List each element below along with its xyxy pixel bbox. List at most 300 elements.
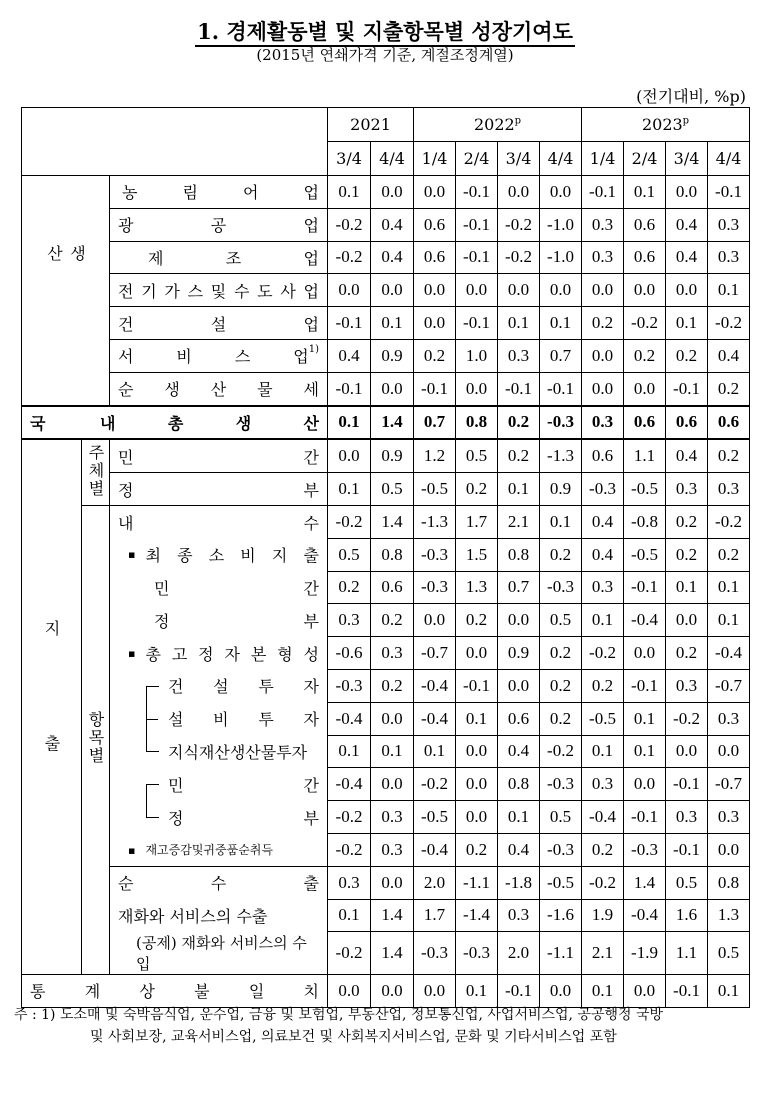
table-row xyxy=(22,866,750,899)
label-char: 생 xyxy=(235,413,252,433)
value-cell: 0.0 xyxy=(498,176,540,209)
value-cell: 1.4 xyxy=(371,899,414,932)
value-cell: 0.6 xyxy=(414,241,456,274)
value-cell: -0.2 xyxy=(498,208,540,241)
value-cell: -0.4 xyxy=(582,801,624,834)
value-cell: -0.4 xyxy=(328,768,371,801)
page-title: 1. 경제활동별 및 지출항목별 성장기여도 xyxy=(0,16,770,46)
table-row xyxy=(22,768,750,801)
value-cell: 1.4 xyxy=(371,406,414,440)
header-quarter: 1/4 xyxy=(582,142,624,176)
label-char: 투 xyxy=(258,677,274,697)
value-cell: 0.3 xyxy=(328,866,371,899)
value-cell: 0.0 xyxy=(624,372,666,405)
label-char: 본 xyxy=(250,644,267,664)
row-label-cell xyxy=(110,339,328,372)
value-cell: 0.4 xyxy=(371,208,414,241)
value-cell: -0.1 xyxy=(666,768,708,801)
value-cell: 0.3 xyxy=(666,473,708,506)
row-label-wrap xyxy=(118,279,319,302)
value-cell: -0.5 xyxy=(414,473,456,506)
value-cell: 0.1 xyxy=(666,307,708,340)
label-char: 제 xyxy=(148,248,164,268)
label-char: 계 xyxy=(84,982,101,1002)
value-cell: -0.1 xyxy=(666,833,708,866)
value-cell: 0.2 xyxy=(540,538,582,571)
label-char: 종 xyxy=(177,546,193,566)
value-cell: 0.6 xyxy=(624,406,666,440)
value-cell: 0.0 xyxy=(328,439,371,472)
label-char: 업 xyxy=(303,281,319,301)
value-cell: 0.2 xyxy=(666,637,708,670)
value-cell: -0.3 xyxy=(328,669,371,702)
value-cell: 0.0 xyxy=(456,274,498,307)
value-cell: 0.2 xyxy=(624,339,666,372)
label-char: 스 xyxy=(234,347,251,367)
row-label-cell xyxy=(22,974,328,1007)
value-cell: 0.0 xyxy=(666,274,708,307)
row-label-cell xyxy=(110,571,328,604)
label-char: 최 xyxy=(145,546,161,566)
value-cell: 0.0 xyxy=(708,833,750,866)
value-cell: 0.0 xyxy=(498,604,540,637)
row-label-cell xyxy=(110,538,328,571)
value-cell: -0.4 xyxy=(708,637,750,670)
value-cell: 0.1 xyxy=(328,899,371,932)
value-cell: -1.6 xyxy=(540,899,582,932)
value-cell: -0.4 xyxy=(414,833,456,866)
gdp-label-wrap xyxy=(30,411,319,434)
row-label-cell xyxy=(110,735,328,768)
row-label: (공제) 재화와 서비스의 수입 xyxy=(136,933,307,973)
value-cell: 0.9 xyxy=(371,439,414,472)
table-row xyxy=(22,208,750,241)
label-char: 수 xyxy=(233,281,250,301)
value-cell: 0.1 xyxy=(328,176,371,209)
value-cell: 0.1 xyxy=(328,406,371,440)
value-cell: 0.4 xyxy=(498,735,540,768)
row-label-cell xyxy=(110,307,328,340)
value-cell: 0.2 xyxy=(456,473,498,506)
value-cell: -0.4 xyxy=(328,702,371,735)
value-cell: -0.5 xyxy=(414,801,456,834)
value-cell: 0.1 xyxy=(582,735,624,768)
value-cell: 0.3 xyxy=(371,637,414,670)
label-char: 전 xyxy=(118,281,134,301)
value-cell: -0.2 xyxy=(328,932,371,975)
value-cell: -0.1 xyxy=(456,176,498,209)
value-cell: 0.9 xyxy=(498,637,540,670)
value-cell: -1.8 xyxy=(498,866,540,899)
label-char: 어 xyxy=(243,183,259,203)
value-cell: 0.1 xyxy=(582,604,624,637)
value-cell: 0.0 xyxy=(498,669,540,702)
header-quarter: 3/4 xyxy=(666,142,708,176)
value-cell: 0.0 xyxy=(456,735,498,768)
group-by-item xyxy=(82,505,110,974)
value-cell: 0.3 xyxy=(708,208,750,241)
label-char: 광 xyxy=(118,216,134,236)
row-label xyxy=(118,871,319,894)
label-char: 치 xyxy=(303,982,319,1002)
value-cell: 0.2 xyxy=(708,372,750,405)
label-char: 조 xyxy=(225,248,242,268)
header-quarter: 4/4 xyxy=(371,142,414,176)
table-row xyxy=(22,604,750,637)
row-label-wrap xyxy=(118,642,319,665)
label-char: 지 xyxy=(271,546,288,566)
row-label-wrap xyxy=(118,609,319,632)
group-label: 지 출 xyxy=(42,619,61,791)
row-label xyxy=(118,445,319,468)
value-cell: 1.6 xyxy=(666,899,708,932)
row-label xyxy=(148,246,319,269)
value-cell: 1.5 xyxy=(456,538,498,571)
value-cell: 0.5 xyxy=(371,473,414,506)
value-cell: -0.1 xyxy=(666,974,708,1007)
row-label-wrap xyxy=(118,478,319,501)
unit-label: (전기대비, %p) xyxy=(636,87,746,106)
value-cell: -0.1 xyxy=(456,208,498,241)
value-cell: 0.0 xyxy=(456,768,498,801)
table-row xyxy=(22,669,750,702)
value-cell: 0.4 xyxy=(708,339,750,372)
label-char: 업 xyxy=(303,183,320,203)
value-cell: -1.0 xyxy=(540,241,582,274)
tree-bracket xyxy=(146,702,159,735)
value-cell: -0.3 xyxy=(456,932,498,975)
value-cell: 0.0 xyxy=(328,274,371,307)
value-cell: -0.8 xyxy=(624,505,666,538)
table-row xyxy=(22,339,750,372)
value-cell: -1.1 xyxy=(540,932,582,975)
value-cell: 0.0 xyxy=(371,974,414,1007)
value-cell: -0.3 xyxy=(414,538,456,571)
value-cell: 0.1 xyxy=(328,473,371,506)
value-cell: 0.0 xyxy=(414,274,456,307)
table-row xyxy=(22,274,750,307)
table-row xyxy=(22,833,750,866)
row-label xyxy=(168,674,319,697)
value-cell: -1.9 xyxy=(624,932,666,975)
row-label xyxy=(30,979,319,1002)
value-cell: 0.0 xyxy=(540,974,582,1007)
label-char: 자 xyxy=(303,677,319,697)
tree-bracket xyxy=(146,784,159,800)
value-cell: -0.1 xyxy=(414,372,456,405)
value-cell: -0.7 xyxy=(708,669,750,702)
row-label xyxy=(145,642,319,665)
value-cell: 0.0 xyxy=(624,274,666,307)
label-char: 간 xyxy=(303,447,320,467)
row-label: 재고증감및귀중품순취득 xyxy=(145,843,273,858)
row-label-wrap xyxy=(118,576,319,599)
value-cell: 0.8 xyxy=(498,538,540,571)
label-char: 업 xyxy=(303,314,319,334)
row-label xyxy=(118,279,319,302)
label-char: 업 xyxy=(303,248,319,268)
row-label-cell xyxy=(110,768,328,801)
bullet-icon: ▪ xyxy=(128,844,136,858)
header-quarter: 4/4 xyxy=(540,142,582,176)
label-char: 생 xyxy=(164,380,180,400)
value-cell: 0.3 xyxy=(708,801,750,834)
value-cell: 0.1 xyxy=(456,974,498,1007)
value-cell: 0.3 xyxy=(582,208,624,241)
value-cell: -0.2 xyxy=(328,801,371,834)
row-label-wrap xyxy=(118,246,319,269)
label-char: 농 xyxy=(122,183,138,203)
gdp-label-cell xyxy=(22,406,328,440)
value-cell: -0.4 xyxy=(414,669,456,702)
value-cell: 0.1 xyxy=(498,307,540,340)
header-corner xyxy=(22,108,328,176)
label-char: 설 xyxy=(213,677,229,697)
value-cell: -0.4 xyxy=(624,604,666,637)
value-cell: 0.2 xyxy=(371,604,414,637)
value-cell: 0.3 xyxy=(666,669,708,702)
value-cell: 0.4 xyxy=(498,833,540,866)
label-char: 통 xyxy=(30,982,46,1002)
gdp-label-a: 국 xyxy=(30,413,46,433)
row-label: 재화와 서비스의 수출 xyxy=(118,906,268,926)
value-cell: 0.4 xyxy=(666,241,708,274)
label-char: 사 xyxy=(280,281,296,301)
value-cell: -0.5 xyxy=(582,702,624,735)
table-row xyxy=(22,307,750,340)
value-cell: 0.9 xyxy=(371,339,414,372)
footnote-mark: 1) xyxy=(308,344,320,356)
value-cell: -1.4 xyxy=(456,899,498,932)
row-label xyxy=(122,180,319,203)
row-label-wrap xyxy=(118,511,319,534)
table-row xyxy=(22,801,750,834)
value-cell: -0.1 xyxy=(328,307,371,340)
value-cell: -0.2 xyxy=(624,307,666,340)
table-row xyxy=(22,932,750,975)
row-label-cell xyxy=(110,702,328,735)
value-cell: -1.1 xyxy=(456,866,498,899)
tree-bracket xyxy=(146,735,159,752)
value-cell: 0.4 xyxy=(328,339,371,372)
value-cell: 0.0 xyxy=(371,702,414,735)
value-cell: 0.9 xyxy=(540,473,582,506)
value-cell: 0.8 xyxy=(456,406,498,440)
value-cell: 0.3 xyxy=(371,833,414,866)
value-cell: 0.0 xyxy=(582,339,624,372)
row-label-cell xyxy=(110,505,328,538)
value-cell: 0.3 xyxy=(708,702,750,735)
value-cell: 0.6 xyxy=(708,406,750,440)
value-cell: 0.0 xyxy=(414,604,456,637)
value-cell: 0.0 xyxy=(456,637,498,670)
label-char: 림 xyxy=(182,183,198,203)
value-cell: 0.8 xyxy=(498,768,540,801)
row-label-cell xyxy=(110,669,328,702)
table-row xyxy=(22,974,750,1007)
year-label: 2021 xyxy=(350,115,391,134)
bullet-icon: ▪ xyxy=(128,548,136,562)
value-cell: -0.4 xyxy=(624,899,666,932)
value-cell: -0.3 xyxy=(540,768,582,801)
label-char: 세 xyxy=(303,380,319,400)
value-cell: 2.0 xyxy=(414,866,456,899)
label-char: 정 xyxy=(154,611,170,631)
value-cell: 0.6 xyxy=(371,571,414,604)
row-label-wrap xyxy=(118,543,319,566)
label-char: 출 xyxy=(303,874,319,894)
label-char: 가 xyxy=(164,281,180,301)
value-cell: 0.1 xyxy=(582,974,624,1007)
label-char: 건 xyxy=(118,314,134,334)
label-char: 업 xyxy=(303,216,319,236)
preliminary-mark: p xyxy=(514,115,522,127)
value-cell: 0.3 xyxy=(582,241,624,274)
value-cell: 0.0 xyxy=(708,735,750,768)
label-char: 불 xyxy=(194,982,210,1002)
label-char: 간 xyxy=(303,578,320,598)
value-cell: -1.3 xyxy=(414,505,456,538)
value-cell: 0.7 xyxy=(414,406,456,440)
value-cell: 0.1 xyxy=(666,571,708,604)
value-cell: 0.5 xyxy=(328,538,371,571)
value-cell: 0.2 xyxy=(540,702,582,735)
value-cell: 1.1 xyxy=(624,439,666,472)
value-cell: 0.0 xyxy=(414,176,456,209)
group-label: 항목별 xyxy=(86,710,105,765)
value-cell: 0.5 xyxy=(708,932,750,975)
value-cell: -0.5 xyxy=(540,866,582,899)
table-row xyxy=(22,439,750,472)
table-row xyxy=(22,473,750,506)
header-quarter: 4/4 xyxy=(708,142,750,176)
label-char: 내 xyxy=(118,513,134,533)
row-label: 지식재산생산물투자 xyxy=(168,742,308,762)
value-cell: 0.6 xyxy=(666,406,708,440)
row-label-cell xyxy=(110,176,328,209)
gdp-label-b xyxy=(100,411,319,434)
label-char: 수 xyxy=(303,513,320,533)
row-label xyxy=(118,213,319,236)
value-cell: 0.0 xyxy=(328,974,371,1007)
value-cell: 0.0 xyxy=(540,274,582,307)
footnote-line-2: 및 사회보장, 교육서비스업, 의료보건 및 사회복지서비스업, 문화 및 기타서비스업 포함 xyxy=(90,1029,617,1045)
value-cell: 0.3 xyxy=(371,801,414,834)
row-label-cell xyxy=(110,801,328,834)
row-label-cell xyxy=(110,932,328,975)
label-char: 부 xyxy=(303,808,320,828)
value-cell: -0.1 xyxy=(498,974,540,1007)
label-char: 순 xyxy=(118,874,134,894)
value-cell: 0.2 xyxy=(414,339,456,372)
table-row xyxy=(22,241,750,274)
label-char: 민 xyxy=(154,578,170,598)
value-cell: 0.3 xyxy=(582,768,624,801)
value-cell: -0.2 xyxy=(328,505,371,538)
label-char: 내 xyxy=(100,413,116,433)
label-char: 출 xyxy=(303,546,319,566)
row-label xyxy=(118,511,319,534)
label-char: 총 xyxy=(167,413,184,433)
value-cell: 0.2 xyxy=(456,604,498,637)
row-label-cell xyxy=(110,899,328,932)
year-label: 2023 xyxy=(641,115,683,134)
value-cell: 0.0 xyxy=(414,307,456,340)
row-label-wrap xyxy=(118,344,319,367)
value-cell: 0.2 xyxy=(371,669,414,702)
value-cell: 0.3 xyxy=(708,241,750,274)
label-char: 서 xyxy=(118,347,134,367)
label-char: 정 xyxy=(198,644,214,664)
value-cell: -0.1 xyxy=(624,571,666,604)
value-cell: 0.3 xyxy=(498,899,540,932)
value-cell: -0.2 xyxy=(666,702,708,735)
label-char: 자 xyxy=(224,644,240,664)
value-cell: 0.2 xyxy=(666,505,708,538)
value-cell: 0.2 xyxy=(582,669,624,702)
value-cell: 0.4 xyxy=(371,241,414,274)
value-cell: -0.3 xyxy=(414,571,456,604)
value-cell: -0.3 xyxy=(414,932,456,975)
row-label-wrap xyxy=(118,871,319,894)
value-cell: -0.7 xyxy=(708,768,750,801)
value-cell: -0.1 xyxy=(456,241,498,274)
value-cell: 2.1 xyxy=(498,505,540,538)
value-cell: 1.4 xyxy=(624,866,666,899)
row-label xyxy=(168,806,319,829)
value-cell: 0.5 xyxy=(540,801,582,834)
value-cell: -0.1 xyxy=(540,372,582,405)
value-cell: 0.8 xyxy=(708,866,750,899)
table-row xyxy=(22,176,750,209)
value-cell: 0.1 xyxy=(371,735,414,768)
label-char: 공 xyxy=(210,216,227,236)
row-label-cell xyxy=(110,208,328,241)
row-label-cell xyxy=(110,274,328,307)
value-cell: 0.2 xyxy=(666,339,708,372)
value-cell: -0.1 xyxy=(328,372,371,405)
value-cell: 0.2 xyxy=(540,637,582,670)
group-by-agent xyxy=(82,439,110,505)
header-quarter: 2/4 xyxy=(456,142,498,176)
value-cell: 0.1 xyxy=(624,735,666,768)
value-cell: 0.1 xyxy=(708,571,750,604)
label-char: 도 xyxy=(257,281,273,301)
value-cell: 0.2 xyxy=(456,833,498,866)
value-cell: 1.1 xyxy=(666,932,708,975)
label-char: 산 xyxy=(303,413,319,433)
value-cell: 0.4 xyxy=(582,538,624,571)
value-cell: 0.0 xyxy=(540,176,582,209)
tree-bracket xyxy=(146,686,159,702)
value-cell: -0.2 xyxy=(328,241,371,274)
value-cell: 1.4 xyxy=(371,932,414,975)
value-cell: 0.0 xyxy=(624,974,666,1007)
value-cell: 0.1 xyxy=(456,702,498,735)
row-label-cell xyxy=(110,604,328,637)
value-cell: -0.2 xyxy=(414,768,456,801)
row-label xyxy=(118,478,319,501)
value-cell: 0.0 xyxy=(371,274,414,307)
value-cell: 0.4 xyxy=(666,208,708,241)
row-label xyxy=(154,576,319,599)
row-label-cell xyxy=(110,637,328,670)
value-cell: -0.2 xyxy=(708,505,750,538)
row-label-cell xyxy=(110,241,328,274)
value-cell: 2.1 xyxy=(582,932,624,975)
value-cell: -0.4 xyxy=(414,702,456,735)
group-label: 주체별 xyxy=(86,443,105,498)
